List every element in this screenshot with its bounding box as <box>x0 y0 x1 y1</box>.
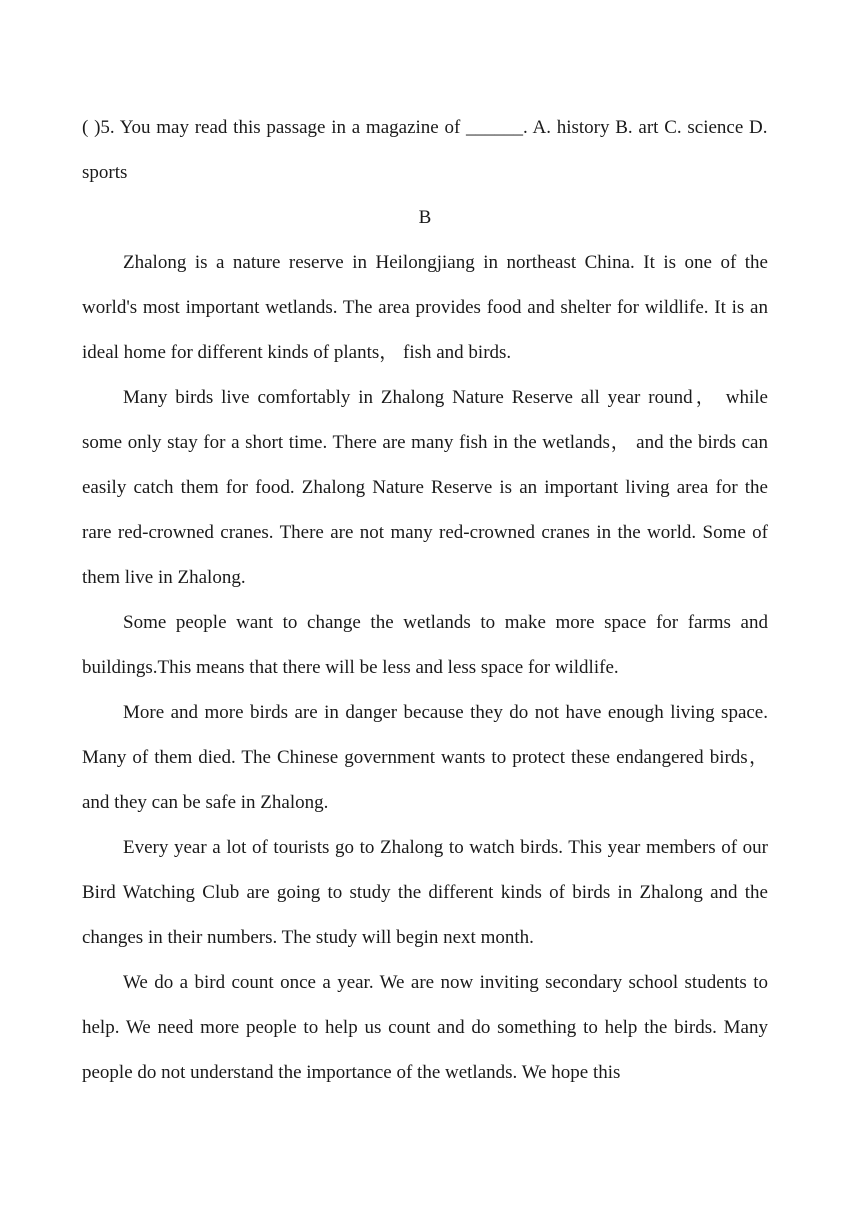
passage-paragraph-5: Every year a lot of tourists go to Zhalong to watch birds. This year members of our Bird Watching Club are going to study the different kinds of birds in Zhalong and the changes in their numbers. The study will begin next month. <box>82 837 768 948</box>
section-heading: B <box>418 207 432 228</box>
passage-paragraph-3: Some people want to change the wetlands to make more space for farms and buildings.This means that there will be less and less space for wildlife. <box>82 612 768 678</box>
passage <box>82 240 768 1095</box>
passage-paragraph-2: Many birds live comfortably in Zhalong Nature Reserve all year round， while some only stay for a short time. There are many fish in the wetlands， and the birds can easily catch them for food. Zhalong Nature Reserve is an important living area for the rare red-crowned cranes. There are not many red-crowned cranes in the world. Some of them live in Zhalong. <box>82 387 768 588</box>
passage-paragraph-6: We do a bird count once a year. We are now inviting secondary school students to help. We need more people to help us count and do something to help the birds. Many people do not understand the importance of the wetlands. We hope this <box>82 972 768 1083</box>
passage-paragraph-4: More and more birds are in danger because they do not have enough living space. Many of them died. The Chinese government wants to protect these endangered birds， and they can be safe in Zhalong. <box>82 702 768 813</box>
question-5: ( )5. You may read this passage in a magazine of ______. A. history B. art C. science D. sports <box>82 117 768 183</box>
document-page <box>82 105 768 1095</box>
passage-paragraph-1: Zhalong is a nature reserve in Heilongjiang in northeast China. It is one of the world's most important wetlands. The area provides food and shelter for wildlife. It is an ideal home for different kinds of plants， fish and birds. <box>82 252 768 363</box>
